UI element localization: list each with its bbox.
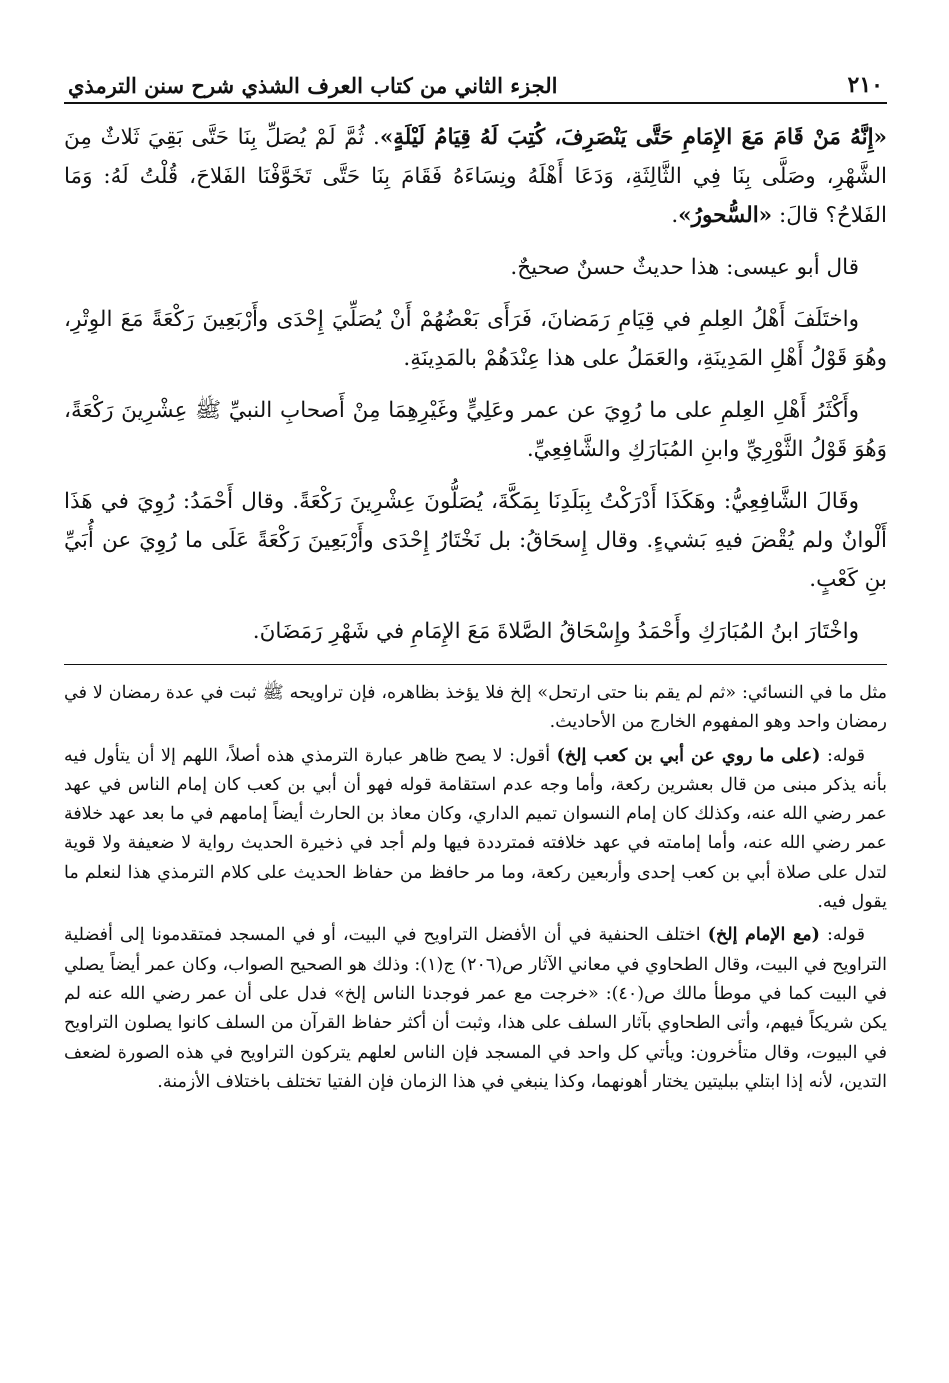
note-1: مثل ما في النسائي: «ثم لم يقم بنا حتى ارتحل» إلخ فلا يؤخذ بظاهره، فإن تراويحه ﷺ ثبت في عدة رمضان لا في رمضان واحد وهو المفهوم الخارج من الأحاديث. <box>64 683 887 733</box>
note-2-lead: قوله: <box>826 745 865 766</box>
commentary-notes <box>64 679 887 1097</box>
opinion-paragraph-3: وقَالَ الشَّافِعِيُّ: وهَكَذَا أَدْرَكْتُ بِبَلَدِنَا بِمَكَّةَ، يُصَلُّونَ عِشْرِينَ رَكْعَةً. وقال أَحْمَدُ: رُوِيَ في هَذَا أَلْوانٌ ولم يُقْضَ فيهِ بَشيءٍ. وقال إِسحَاقُ: بل نَخْتَارُ إِحْدَى وأَرْبَعِينَ رَكْعَةً عَلَى ما رُوِيَ عن أُبَيِّ بنِ كَعْبٍ. <box>64 489 887 592</box>
note-3 <box>64 921 887 1097</box>
hadith-text: . ثُمَّ لَمْ يُصَلِّ بِنَا حَتَّى بَقِيَ ثَلاثٌ مِنَ الشَّهْرِ، وصَلَّى بِنَا فِي الثَّالِثَةِ، وَدَعَا أَهْلَهُ ونِسَاءَهُ فَقَامَ بِنَا حَتَّى تَخَوَّفْنَا الفَلاحَ، قُلْتُ لَهُ: وَمَا الفَلاحُ؟ قالَ: <box>64 125 887 228</box>
note-2 <box>64 742 887 918</box>
hadith-quote-2: «السُّحورُ» <box>678 203 773 228</box>
main-text <box>64 118 887 651</box>
book-page <box>64 66 887 1383</box>
note-3-heading: (مع الإمام إلخ) <box>707 925 820 946</box>
note-3-lead: قوله: <box>826 925 865 946</box>
opinion-paragraph-1: واختَلَفَ أَهْلُ العِلمِ في قِيَامِ رَمَضانَ، فَرَأَى بَعْضُهُمْ أَنْ يُصَلِّيَ إِحْدَى وأَرْبَعِينَ رَكْعَةً مَعَ الوِتْرِ، وهُوَ قَوْلُ أَهْلِ المَدِينَةِ، والعَمَلُ على هذا عِنْدَهُمْ بالمَدِينَةِ. <box>64 307 887 371</box>
note-2-heading: (على ما روي عن أبي بن كعب إلخ) <box>556 745 821 766</box>
grading-paragraph: قال أبو عيسى: هذا حديثٌ حسنٌ صحيحٌ. <box>510 255 859 280</box>
hadith-end: . <box>671 203 679 228</box>
hadith-paragraph <box>64 118 887 235</box>
running-title: الجزء الثاني من كتاب العرف الشذي شرح سنن الترمذي <box>68 73 558 98</box>
opinion-paragraph-4: واخْتَارَ ابنُ المُبَارَكِ وأَحْمَدُ وإِسْحَاقُ الصَّلاةَ مَعَ الإِمَامِ في شَهْرِ رَمَضَانَ. <box>252 619 859 644</box>
hadith-quote: «إِنَّهُ مَنْ قَامَ مَعَ الإِمَامِ حَتَّى يَنْصَرِفَ، كُتِبَ لَهُ قِيَامُ لَيْلَةٍ» <box>379 125 887 150</box>
note-2-text: أقول: لا يصح ظاهر عبارة الترمذي هذه أصلاً، اللهم إلا أن يتأول فيه بأنه يذكر مبنى من قال بعشرين ركعة، وأما وجه عدم استقامة قوله فهو أن أبي بن كعب كان إمام الناس في عهد عمر رضي الله عنه، وكذلك كان إمام النسوان تميم الداري، وكان معاذ بن الحارث أيضاً إمامهم في ما بعد عهد خلافة عمر رضي الله عنه، وأما إمامته في عهد خلافته فمترددة فيها ولم أجد في ذخيرة الحديث رواية لا ضعيفة ولا قوية لتدل على صلاة أبي بن كعب إحدى وأربعين ركعة، وما مر حافظ من حفاظ الحديث على كلام الترمذي هذا لنعلم ما يقول فيه. <box>64 745 887 913</box>
page-number: ٢١٠ <box>847 72 883 98</box>
note-3-text: اختلف الحنفية في أن الأفضل التراويح في البيت، أو في المسجد فمتقدمونا إلى أفضلية التراويح في البيت، وقال الطحاوي في معاني الآثار ص(٢٠٦) ج(١): وذلك هو الصحيح الصواب، وكان عمر أيضاً يصلي في البيت كما في موطأ مالك ص(٤٠): «خرجت مع عمر فوجدنا الناس إلخ» فدل على أن عمر رضي الله عنه لم يكن شريكاً فيهم، وأتى الطحاوي بآثار السلف على هذا، وثبت أن أكثر حفاظ القرآن من السلف كانوا يصلون التراويح في البيوت، وقال متأخرون: ويأتي كل واحد في المسجد فإن الناس لعلهم يتركون التراويح في هذه الصورة لضعف التدين، لأنه إذا ابتلي ببليتين يختار أهونهما، وكذا ينبغي في هذا الزمان فإن الفتيا تختلف باختلاف الأزمنة. <box>64 925 887 1092</box>
running-header <box>64 66 887 104</box>
footnote-separator <box>64 664 887 665</box>
opinion-paragraph-2: وأَكْثَرُ أَهْلِ العِلمِ على ما رُوِيَ عن عمر وعَلِيٍّ وغَيْرِهِمَا مِنْ أَصحابِ النبيِّ ﷺ عِشْرِينَ رَكْعَةً، وَهُوَ قَوْلُ الثَّوْرِيِّ وابنِ المُبَارَكِ والشَّافِعِيِّ. <box>64 398 887 462</box>
